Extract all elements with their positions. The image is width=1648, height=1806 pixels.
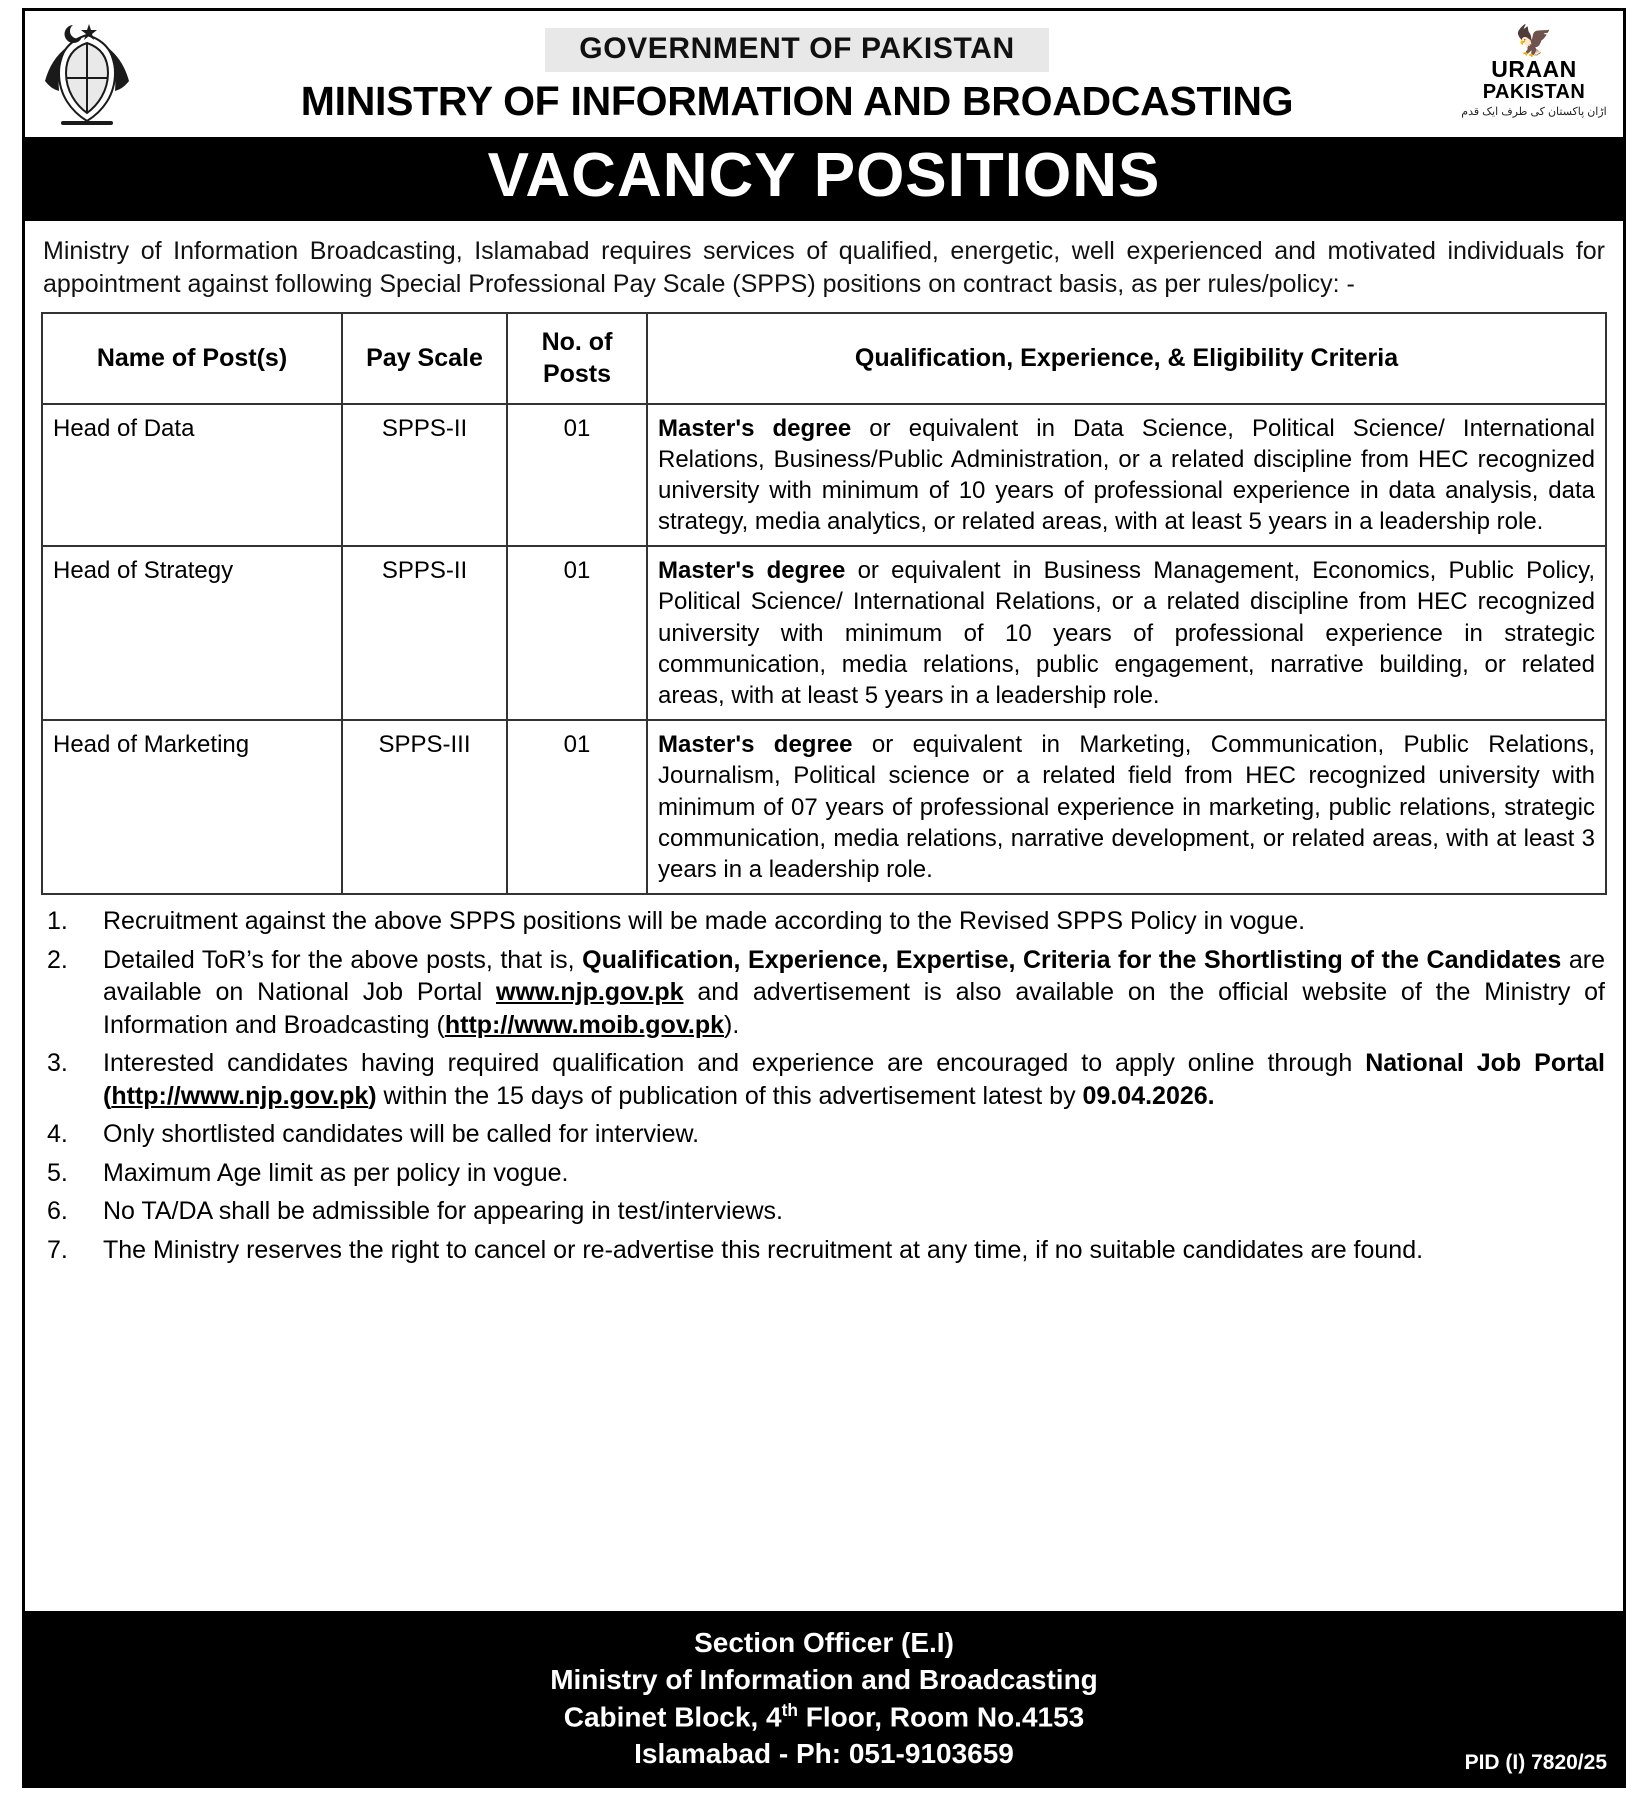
criteria-emphasis: Master's degree [658,731,853,759]
criteria-text: or equivalent in Marketing, Communication, Public Relations, Journalism, Political science or a related field from HEC recognized university with minimum of 07 years of professional experience in marketing, public relations, strategic communication, media relations, narrative development, or related areas, with at least 3 years in a leadership role. [658,731,1596,883]
column-header-criteria: Qualification, Experience, & Eligibility Criteria [647,313,1606,404]
uraan-line1: URAAN [1491,56,1577,82]
cell-criteria [647,546,1606,720]
cell-criteria [647,404,1606,547]
note-item [43,1157,1605,1190]
note-text: No TA/DA shall be admissible for appearing in test/interviews. [103,1197,783,1226]
note-number: 4. [47,1120,68,1149]
note-number: 6. [47,1197,68,1226]
note-item [43,1047,1605,1112]
cell-pay-scale: SPPS-II [342,404,507,547]
header-text [135,28,1459,125]
uraan-line2: PAKISTAN [1482,81,1586,103]
criteria-text: or equivalent in Business Management, Economics, Public Policy, Political Science/ International Relations, or a related discipline from HEC recognized university with minimum of 10 years of professional experience in strategic communication, media relations, public engagement, narrative building, or related areas, with at least 5 years in a leadership role. [658,557,1596,709]
table-header-row [42,313,1606,404]
government-label: GOVERNMENT OF PAKISTAN [545,28,1048,72]
table-row [42,720,1606,894]
note-item [43,905,1605,938]
header [25,11,1623,133]
column-header-no-of-posts: No. of Posts [507,313,647,404]
pakistan-state-emblem-icon [39,21,135,131]
criteria-emphasis: Master's degree [658,557,846,585]
cell-pay-scale: SPPS-III [342,720,507,894]
note-number: 7. [47,1235,68,1264]
footer-phone: Islamabad - Ph: 051-9103659 [634,1738,1014,1770]
note-text: The Ministry reserves the right to cancel or re-advertise this recruitment at any time, if no suitable candidates are found. [103,1235,1424,1264]
cell-no-of-posts: 01 [507,404,647,547]
ministry-title: MINISTRY OF INFORMATION AND BROADCASTING [300,77,1294,124]
cell-post-name: Head of Strategy [42,546,342,720]
note-number: 1. [47,907,68,936]
note-number: 5. [47,1158,68,1187]
criteria-emphasis: Master's degree [658,414,852,442]
ad-frame [22,8,1626,1788]
vacancy-table-wrapper [25,312,1623,896]
column-header-post: Name of Post(s) [42,313,342,404]
cell-post-name: Head of Data [42,404,342,547]
notes-list [25,895,1623,1272]
note-item [43,1195,1605,1228]
table-row [42,546,1606,720]
njp-link[interactable]: www.njp.gov.pk [496,978,684,1007]
footer-address [25,1699,1623,1736]
note-item [43,944,1605,1042]
note-number: 3. [47,1049,68,1078]
cell-criteria [647,720,1606,894]
note-text: Recruitment against the above SPPS positions will be made according to the Revised SPPS Policy in vogue. [103,907,1306,936]
cell-no-of-posts: 01 [507,546,647,720]
note-item [43,1118,1605,1151]
cell-pay-scale: SPPS-II [342,546,507,720]
uraan-bird-icon: 🦅 [1515,25,1553,58]
njp-full-link[interactable]: http://www.njp.gov.pk [111,1081,369,1110]
cell-post-name: Head of Marketing [42,720,342,894]
note-text: Maximum Age limit as per policy in vogue. [103,1158,569,1187]
intro-paragraph: Ministry of Information Broadcasting, Islamabad requires services of qualified, energetic, well experienced and motivated individuals for appointment against following Special Professional Pay Scale (SPPS) positions on contract basis, as per rules/policy: - [43,237,1605,299]
note-text: Only shortlisted candidates will be called for interview. [103,1120,700,1149]
footer-address-a: Cabinet Block, 4 [563,1701,782,1733]
footer-contact-block [25,1611,1623,1785]
note-number: 2. [47,945,68,974]
note-text: Interested candidates having required qualification and experience are encouraged to apply online through National Job Portal (http://www.njp.gov.pk) within the 15 days of publication of this advertisement latest by 09.04.2026. [103,1049,1605,1110]
footer-address-sup: th [781,1699,798,1720]
moib-link[interactable]: http://www.moib.gov.pk [444,1010,724,1039]
criteria-text: or equivalent in Data Science, Political Science/ International Relations, Business/Public Administration, or a related discipline from HEC recognized university with minimum of 10 years of professional experience in data analysis, data strategy, media analytics, or related areas, with at least 5 years in a leadership role. [658,414,1595,536]
page-title: VACANCY POSITIONS [25,137,1623,221]
pid-number: PID (I) 7820/25 [1464,1751,1607,1775]
footer-address-b: Floor, Room No.4153 [797,1701,1085,1733]
footer-officer: Section Officer (E.I) [694,1626,954,1658]
deadline-date: 09.04.2026. [1082,1081,1215,1110]
table-row [42,404,1606,547]
note-text: Detailed ToR’s for the above posts, that is, Qualification, Experience, Expertise, Criteria for the Shortlisting of the Candidates are available on National Job Portal www.njp.gov.pk and advertisement is also available on the official website of the Ministry of Information and Broadcasting (http://www.moib.gov.pk). [103,945,1606,1039]
note-item [43,1234,1605,1267]
vacancy-table [41,312,1607,896]
column-header-pay-scale: Pay Scale [342,313,507,404]
footer-ministry: Ministry of Information and Broadcasting [550,1663,1098,1695]
uraan-pakistan-logo [1459,27,1609,125]
uraan-urdu-tagline: اڑان پاکستان کی طرف ایک قدم [1461,106,1607,118]
cell-no-of-posts: 01 [507,720,647,894]
